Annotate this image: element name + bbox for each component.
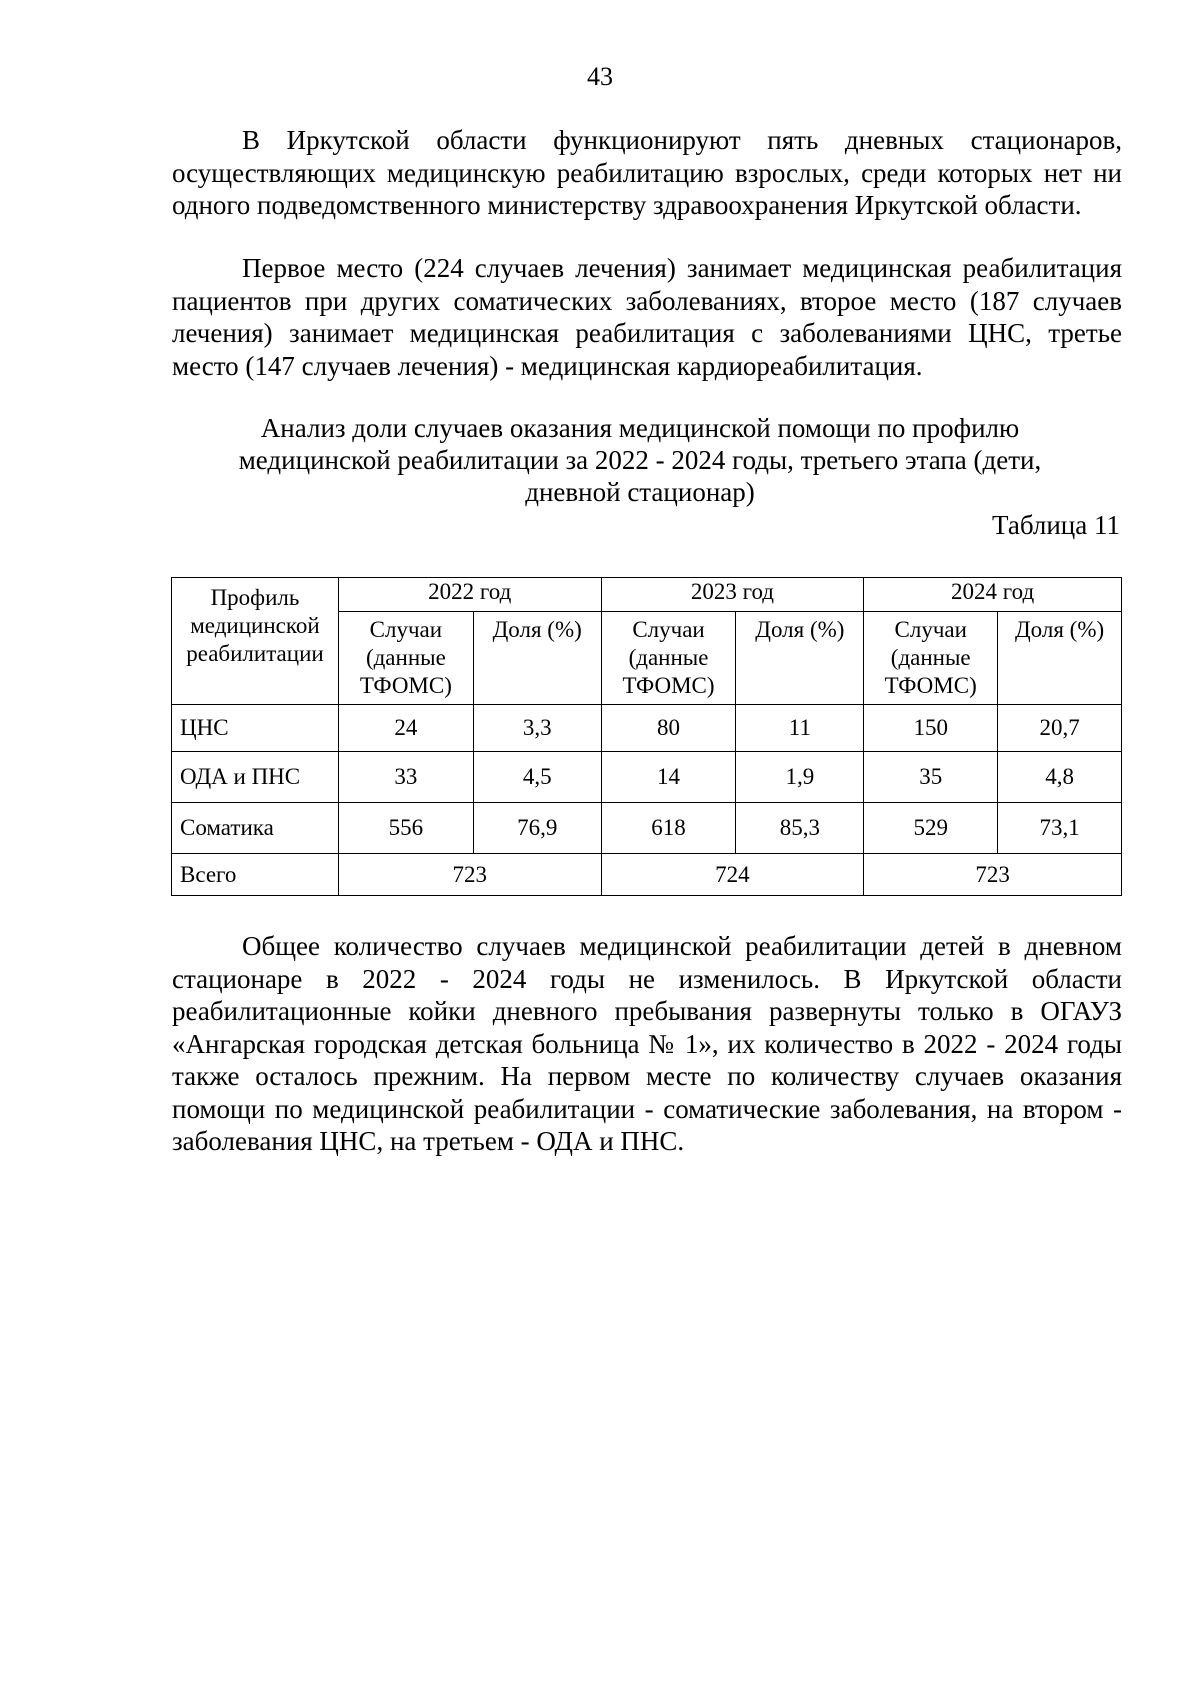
cases-header-line-1: Случаи bbox=[632, 617, 705, 642]
profile-header bbox=[172, 578, 339, 705]
share-2023: 11 bbox=[736, 705, 864, 752]
share-2024: 20,7 bbox=[998, 705, 1122, 752]
table-row bbox=[172, 705, 1122, 752]
cases-header-line-1: Случаи bbox=[369, 617, 443, 642]
total-2023: 724 bbox=[601, 854, 864, 896]
cases-header-line-3: ТФОМС) bbox=[359, 673, 452, 698]
total-2024: 723 bbox=[864, 854, 1122, 896]
total-label: Всего bbox=[172, 854, 339, 896]
cases-header-line-2: (данные bbox=[890, 645, 971, 670]
profile-header-line-1: Профиль bbox=[210, 585, 300, 610]
share-header-2022: Доля (%) bbox=[473, 612, 601, 705]
table-row bbox=[172, 752, 1122, 803]
profile-header-line-3: реабилитации bbox=[186, 641, 324, 666]
share-header-2024: Доля (%) bbox=[998, 612, 1122, 705]
year-header-2023: 2023 год bbox=[601, 578, 864, 612]
cases-2024: 150 bbox=[864, 705, 998, 752]
row-label: ЦНС bbox=[172, 705, 339, 752]
caption-line-1: Анализ доли случаев оказания медицинской помощи по профилю bbox=[260, 413, 1020, 443]
cases-header-line-3: ТФОМС) bbox=[622, 673, 715, 698]
cases-2022: 33 bbox=[338, 752, 473, 803]
cases-header-2023 bbox=[601, 612, 736, 705]
share-2022: 4,5 bbox=[473, 752, 601, 803]
cases-header-line-2: (данные bbox=[365, 645, 446, 670]
cases-header-line-2: (данные bbox=[628, 645, 709, 670]
table-number-label: Таблица 11 bbox=[992, 510, 1120, 540]
cases-2023: 80 bbox=[601, 705, 736, 752]
cases-header-2022 bbox=[338, 612, 473, 705]
paragraph-day-hospitals: В Иркутской области функционируют пять дневных стационаров, осуществляющих медицинскую реабилитацию взрослых, среди которых нет ни одного подведомственного министерству здравоохранения Иркутской области. bbox=[172, 125, 1122, 220]
cases-2024: 35 bbox=[864, 752, 998, 803]
caption-line-3: дневной стационар) bbox=[525, 477, 755, 507]
cases-2023: 14 bbox=[601, 752, 736, 803]
paragraph-children-summary: Общее количество случаев медицинской реабилитации детей в дневном стационаре в 2022 - 2024 годы не изменилось. В Иркутской области реабилитационные койки дневного пребывания развернуты только в ОГАУЗ «Ангарская городская детская больница № 1», их количество в 2022 - 2024 годы также осталось прежним. На первом месте по количеству случаев оказания помощи по медицинской реабилитации - соматические заболевания, на втором - заболевания ЦНС, на третьем - ОДА и ПНС. bbox=[172, 931, 1122, 1156]
cases-header-line-3: ТФОМС) bbox=[884, 673, 977, 698]
share-2023: 1,9 bbox=[736, 752, 864, 803]
cases-header-line-1: Случаи bbox=[894, 617, 967, 642]
table-total-row bbox=[172, 854, 1122, 896]
total-2022: 723 bbox=[338, 854, 601, 896]
share-2023: 85,3 bbox=[736, 803, 864, 854]
profile-header-line-2: медицинской bbox=[190, 613, 320, 638]
cases-2024: 529 bbox=[864, 803, 998, 854]
row-label: Соматика bbox=[172, 803, 339, 854]
table-header-row-years bbox=[172, 578, 1122, 612]
row-label: ОДА и ПНС bbox=[172, 752, 339, 803]
share-2024: 73,1 bbox=[998, 803, 1122, 854]
share-header-2023: Доля (%) bbox=[736, 612, 864, 705]
cases-2023: 618 bbox=[601, 803, 736, 854]
rehabilitation-share-table bbox=[171, 577, 1122, 896]
year-header-2024: 2024 год bbox=[864, 578, 1122, 612]
cases-header-2024 bbox=[864, 612, 998, 705]
year-header-2022: 2022 год bbox=[338, 578, 601, 612]
share-2024: 4,8 bbox=[998, 752, 1122, 803]
share-2022: 76,9 bbox=[473, 803, 601, 854]
page-number: 43 bbox=[587, 62, 613, 91]
caption-line-2: медицинской реабилитации за 2022 - 2024 годы, третьего этапа (дети, bbox=[238, 445, 1042, 475]
table-caption bbox=[190, 412, 1090, 508]
cases-2022: 556 bbox=[338, 803, 473, 854]
share-2022: 3,3 bbox=[473, 705, 601, 752]
cases-2022: 24 bbox=[338, 705, 473, 752]
paragraph-ranking: Первое место (224 случаев лечения) занимает медицинская реабилитация пациентов при других соматических заболеваниях, второе место (187 случаев лечения) занимает медицинская реабилитация с заболеваниями ЦНС, третье место (147 случаев лечения) - медицинская кардиореабилитация. bbox=[172, 253, 1122, 381]
table-row bbox=[172, 803, 1122, 854]
